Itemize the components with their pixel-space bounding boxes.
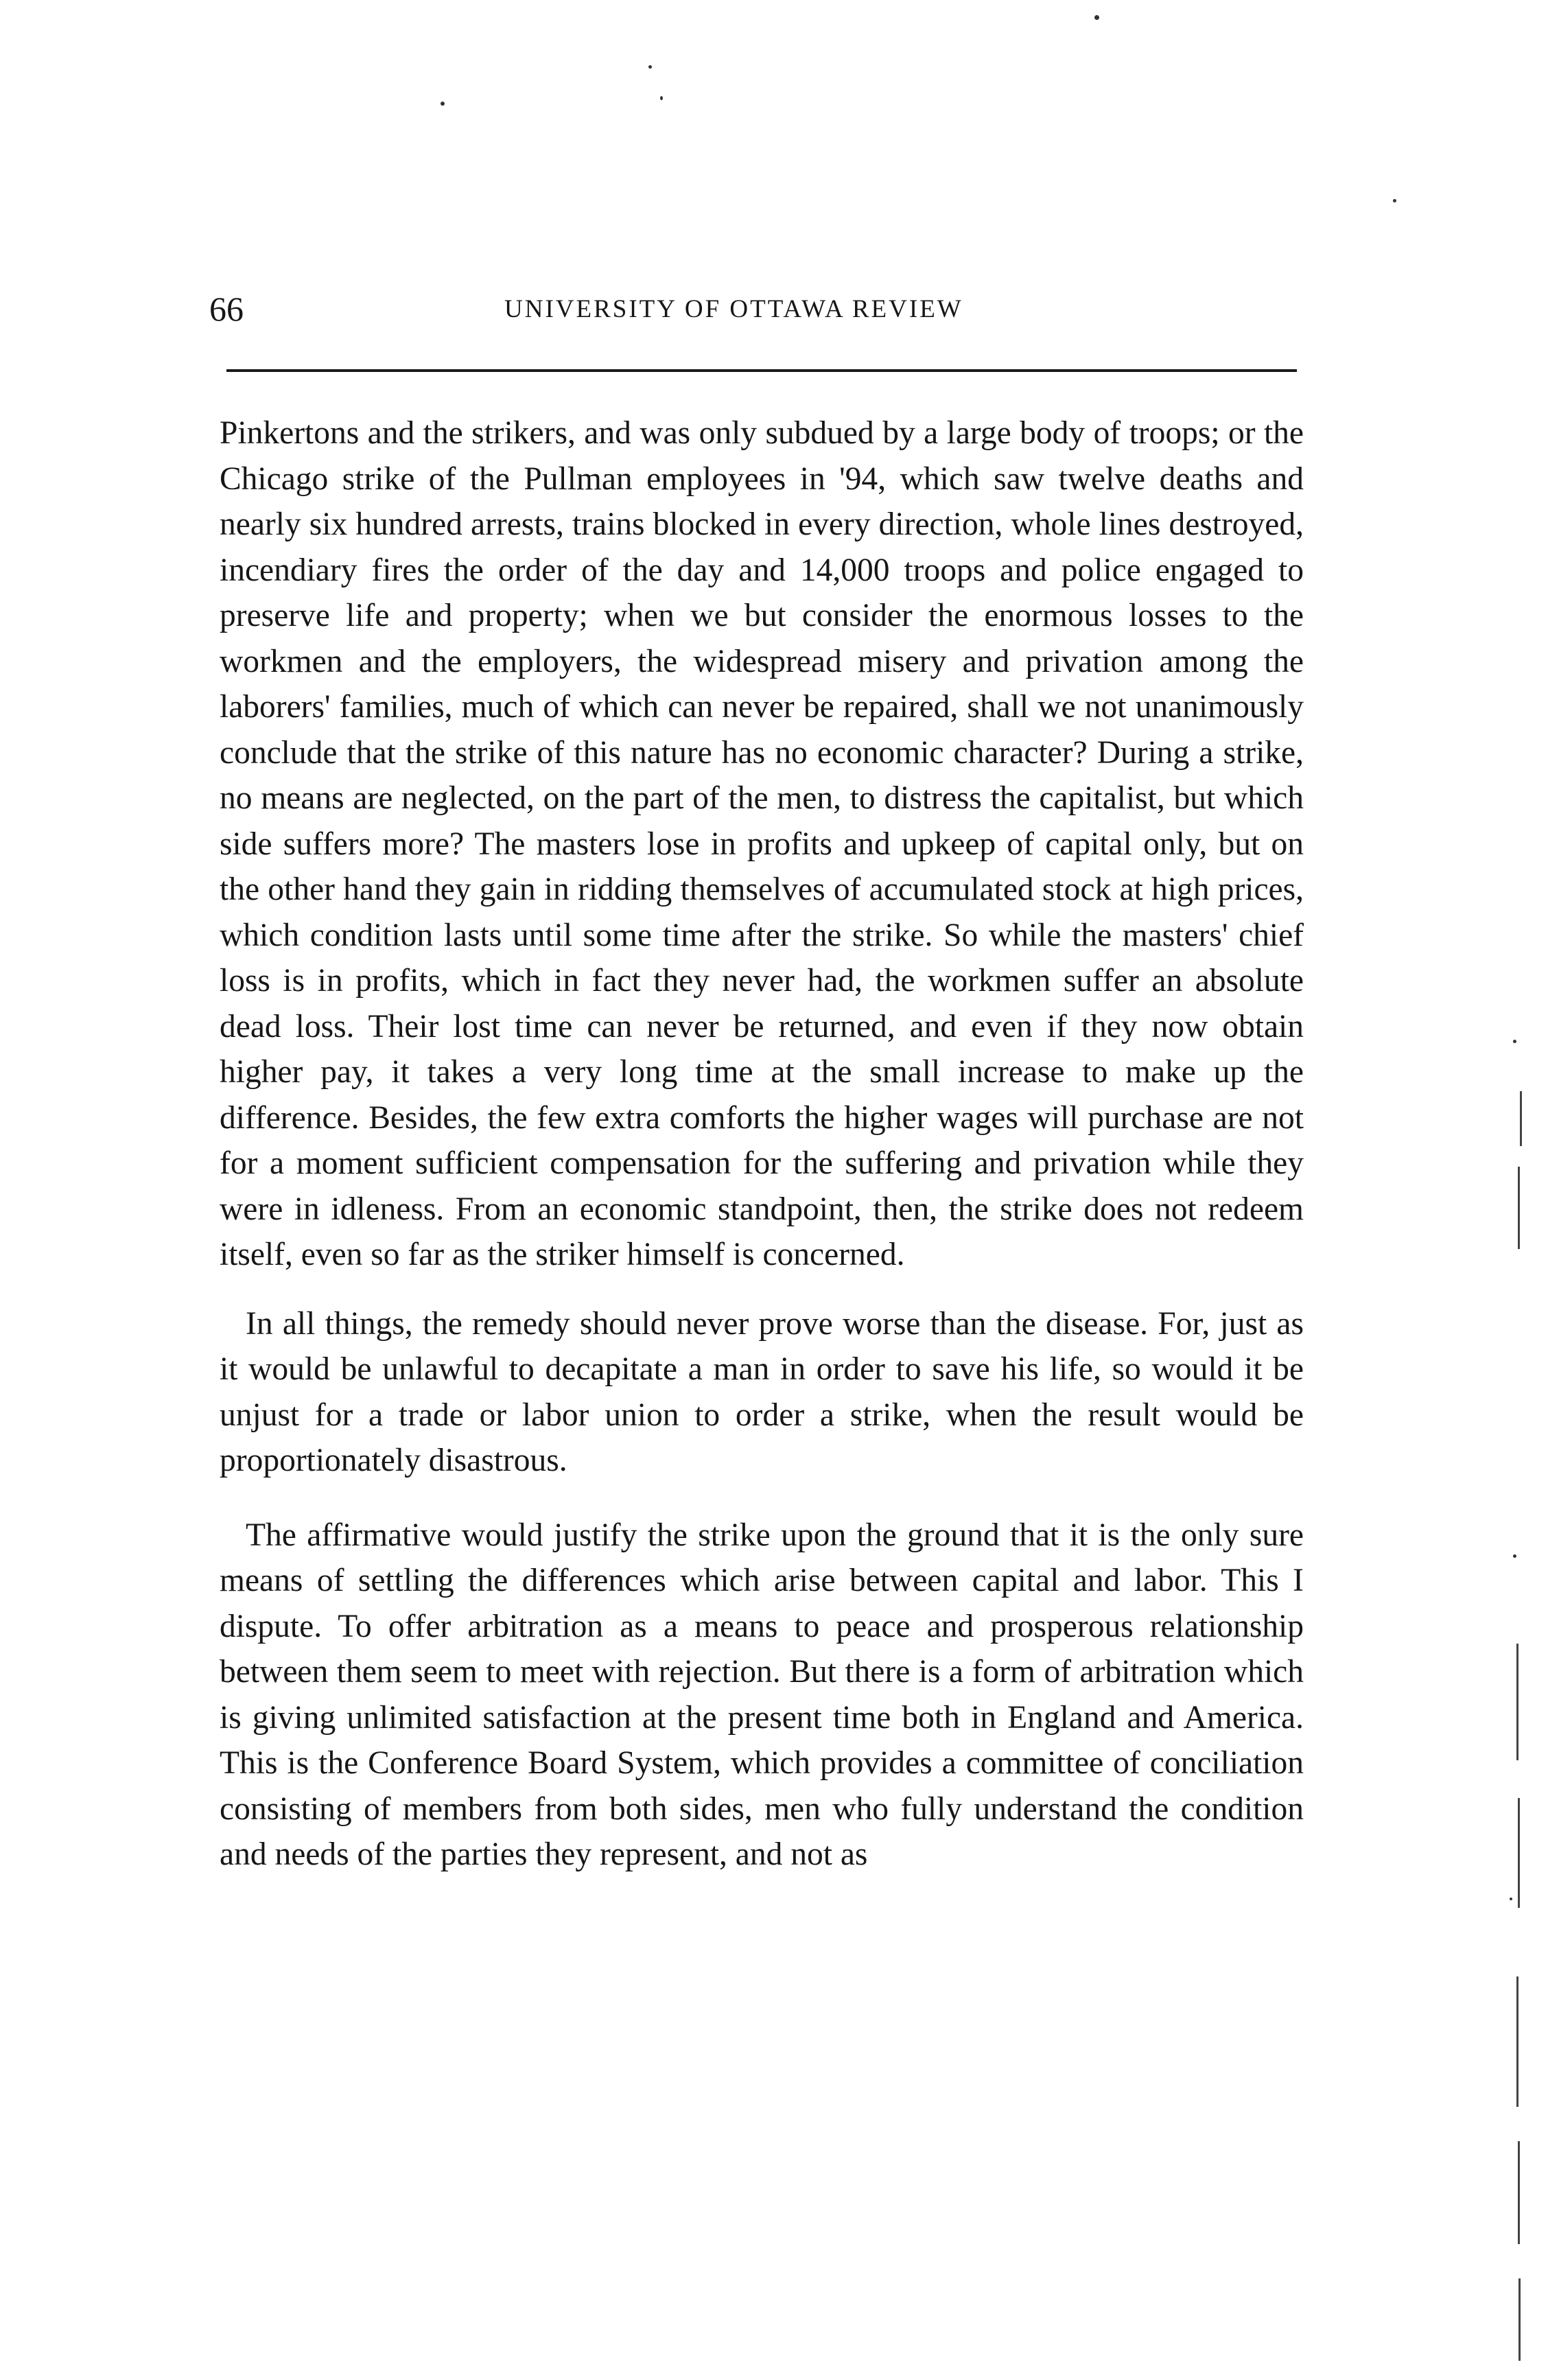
page-header	[209, 285, 1300, 340]
body-text	[220, 410, 1304, 1878]
scan-speck	[1513, 1040, 1516, 1043]
scan-speck	[1510, 1898, 1512, 1900]
scan-speck	[660, 96, 663, 100]
paragraph-1: Pinkertons and the strikers, and was only subdued by a large body of troops; or the Chicago strike of the Pullman employees in '94, which saw twelve deaths and nearly six hundred arrests, trains blocked in every direction, whole lines destroyed, incendiary fires the order of the day and 14,000 troops and police engaged to preserve life and property; when we but consider the enormous losses to the workmen and the employers, the widespread misery and privation among the laborers' families, much of which can never be repaired, shall we not unanimously conclude that the strike of this nature has no economic character? During a strike, no means are neglected, on the part of the men, to distress the capitalist, but which side suffers more? The masters lose in profits and upkeep of capital only, but on the other hand they gain in ridding themselves of accumulated stock at high prices, which condition lasts until some time after the strike. So while the masters' chief loss is in profits, which in fact they never had, the workmen suffer an absolute dead loss. Their lost time can never be returned, and even if they now obtain higher pay, it takes a very long time at the small increase to make up the difference. Besides, the few extra comforts the higher wages will purchase are not for a moment sufficient compensation for the suffering and privation while they were in idleness. From an economic standpoint, then, the strike does not redeem itself, even so far as the striker himself is concerned.	[220, 415, 1304, 1272]
scan-speck	[1094, 15, 1099, 20]
scan-speck	[1513, 1554, 1516, 1558]
scan-speck	[441, 102, 445, 106]
running-head: UNIVERSITY OF OTTAWA REVIEW	[504, 295, 963, 323]
scan-speck	[1393, 199, 1396, 202]
margin-mark	[1520, 1091, 1522, 1146]
margin-mark	[1518, 1167, 1520, 1249]
margin-mark	[1518, 2278, 1521, 2361]
paragraph-2: In all things, the remedy should never prove worse than the disease. For, just as it would be unlawful to decapitate a man in order to save his life, so would it be unjust for a trade or labor union to order a strike, when the result would be proportionately disastrous.	[220, 1305, 1304, 1478]
scan-speck	[648, 65, 652, 69]
page-number: 66	[209, 290, 244, 328]
margin-mark	[1518, 2141, 1520, 2244]
margin-mark	[1518, 1798, 1520, 1908]
margin-mark	[1516, 1644, 1518, 1760]
margin-mark	[1516, 1976, 1518, 2107]
header-rule	[226, 369, 1297, 372]
paragraph-3: The affirmative would justify the strike upon the ground that it is the only sure means of settling the differences which arise between capital and labor. This I dispute. To offer arbitration as a means to peace and prosperous relationship between them seem to meet with rejection. But there is a form of arbitration which is giving unlimited satisfaction at the present time both in England and America. This is the Conference Board System, which provides a committee of conciliation consisting of members from both sides, men who fully understand the condition and needs of the parties they represent, and not as	[220, 1517, 1304, 1872]
